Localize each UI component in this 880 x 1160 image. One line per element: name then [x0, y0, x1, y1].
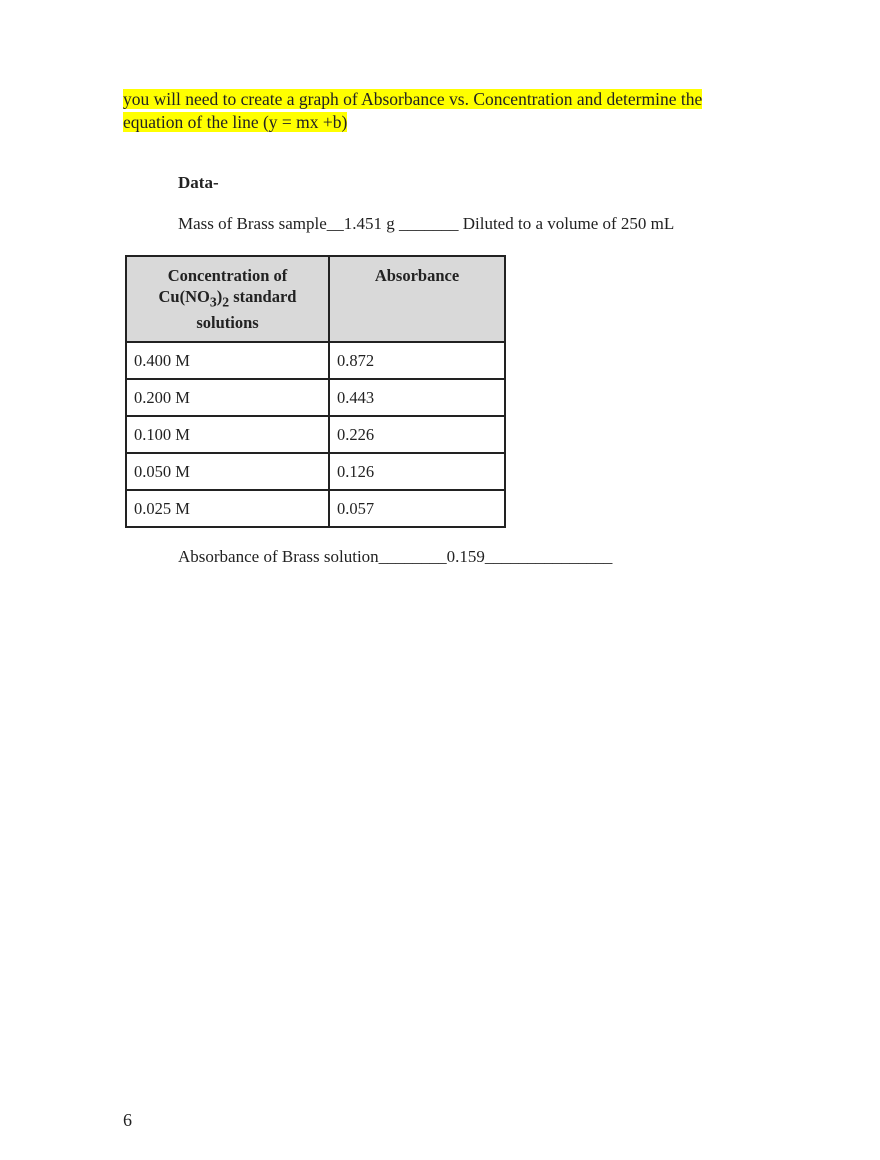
concentration-header [126, 256, 329, 342]
concentration-cell: 0.200 M [126, 379, 329, 416]
table-row [126, 416, 505, 453]
absorbance-cell: 0.226 [329, 416, 505, 453]
header-subscript: 3 [209, 294, 217, 310]
table-row [126, 453, 505, 490]
absorbance-cell: 0.872 [329, 342, 505, 379]
instructions [123, 88, 763, 134]
table-row [126, 379, 505, 416]
page-number: 6 [123, 1110, 132, 1130]
absorbance-cell: 0.057 [329, 490, 505, 527]
brass-absorbance-line: Absorbance of Brass solution________0.159_______________ [178, 547, 613, 566]
table-header-row [126, 256, 505, 342]
absorbance-cell: 0.126 [329, 453, 505, 490]
instruction-line-1: you will need to create a graph of Absorbance vs. Concentration and determine the [123, 89, 703, 109]
table-row [126, 490, 505, 527]
instruction-line-2: equation of the line (y = mx +b) [123, 112, 348, 132]
absorbance-cell: 0.443 [329, 379, 505, 416]
absorbance-header: Absorbance [329, 256, 505, 342]
mass-of-brass-line: Mass of Brass sample__1.451 g _______ Diluted to a volume of 250 mL [178, 214, 675, 233]
header-subscript: 2 [222, 294, 230, 310]
header-text: Cu(NO [158, 287, 210, 306]
concentration-cell: 0.100 M [126, 416, 329, 453]
header-text: ) [216, 287, 223, 306]
standards-table [125, 255, 506, 528]
table-row [126, 342, 505, 379]
concentration-cell: 0.025 M [126, 490, 329, 527]
header-text: solutions [196, 313, 259, 333]
header-text: standard [229, 287, 297, 306]
concentration-cell: 0.400 M [126, 342, 329, 379]
concentration-cell: 0.050 M [126, 453, 329, 490]
data-heading: Data- [178, 173, 219, 192]
header-text: Concentration of [167, 266, 288, 285]
